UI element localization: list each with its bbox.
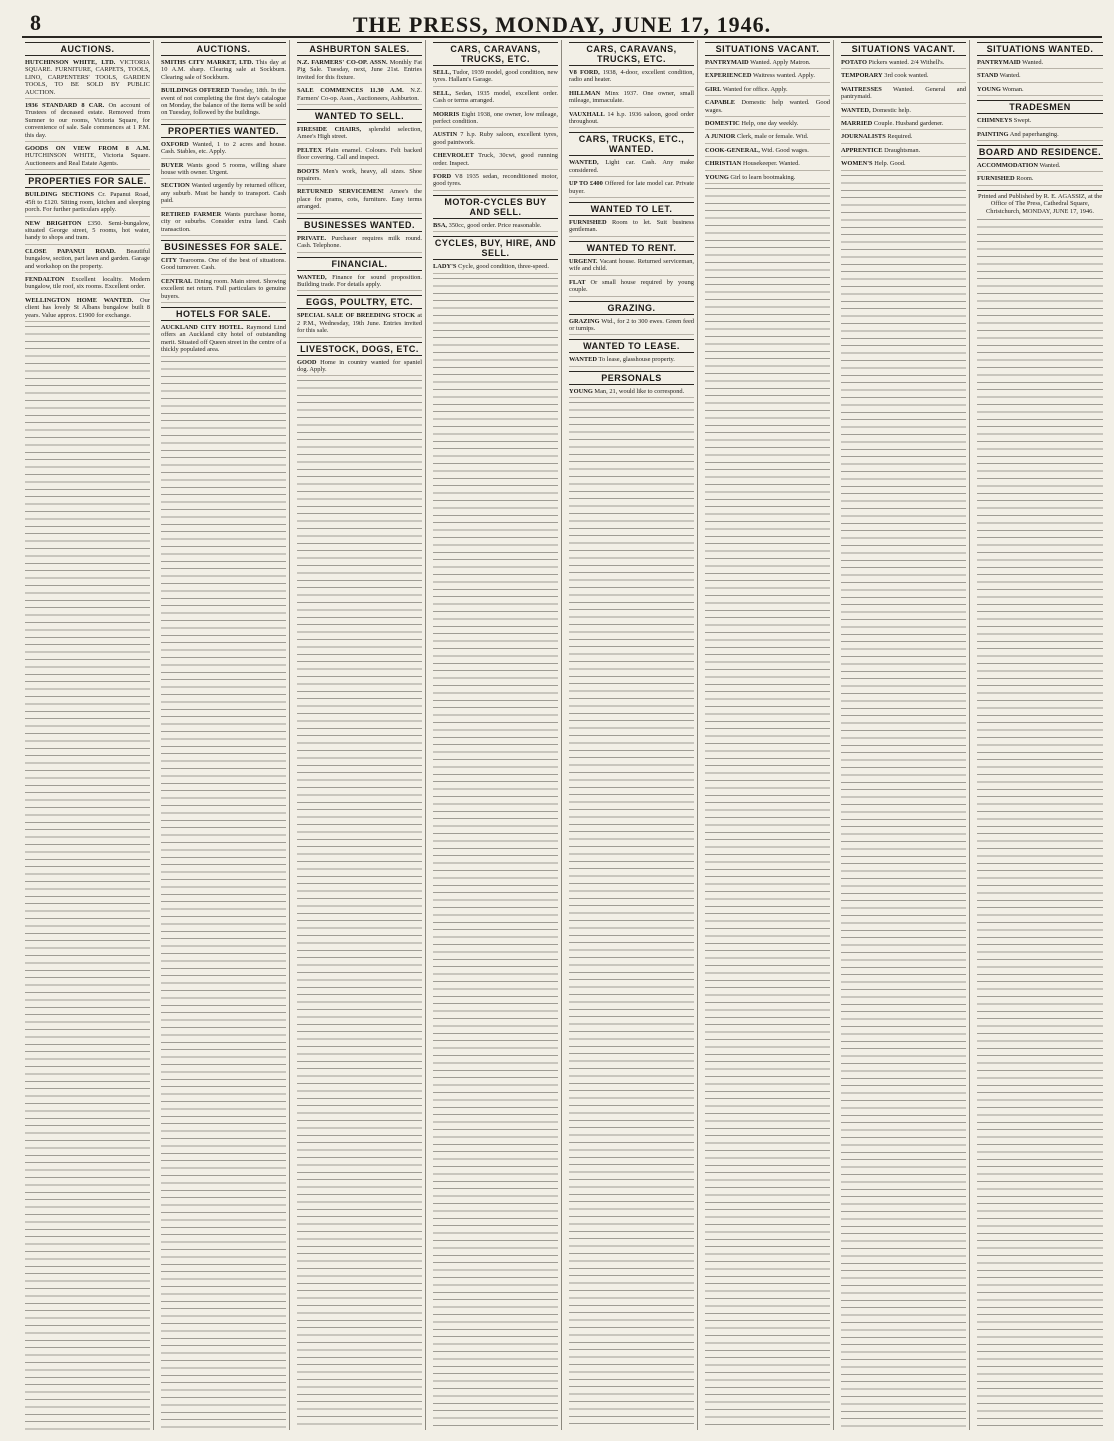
classified-ad — [297, 359, 422, 377]
classified-section — [977, 145, 1103, 186]
dense-text-block — [841, 175, 966, 1430]
ad-lead: GOOD — [297, 358, 317, 366]
section-heading: AUCTIONS. — [25, 42, 150, 56]
ad-lead: CHRISTIAN — [705, 160, 742, 168]
ad-lead: ACCOMMODATION — [977, 162, 1038, 170]
ad-lead: CHEVROLET — [433, 152, 474, 160]
ad-lead: WANTED, — [569, 159, 599, 167]
classified-ad — [433, 263, 558, 273]
ad-lead: TEMPORARY — [841, 72, 883, 80]
ad-text: Required. — [887, 133, 913, 141]
ad-text: To lease, glasshouse property. — [598, 356, 675, 364]
classified-ad — [297, 312, 422, 337]
section-heading: BUSINESSES WANTED. — [297, 218, 422, 232]
classified-ad — [705, 174, 830, 184]
section-heading: PROPERTIES FOR SALE. — [25, 174, 150, 188]
classified-ad — [25, 220, 150, 245]
ad-lead: BOOTS — [297, 167, 320, 175]
section-heading: EGGS, POULTRY, ETC. — [297, 295, 422, 309]
ad-text: Offered for late model car. Private buyer. — [569, 180, 694, 195]
classified-ad — [297, 235, 422, 253]
ad-lead: OXFORD — [161, 140, 189, 148]
ad-lead: PELTEX — [297, 146, 322, 154]
newspaper-column — [22, 40, 154, 1430]
classified-ad — [569, 279, 694, 297]
classified-ad — [705, 133, 830, 143]
ad-text: 350cc, good order. Price reasonable. — [448, 221, 542, 229]
classified-ad — [433, 131, 558, 149]
classified-section — [569, 42, 694, 128]
classified-ad — [569, 159, 694, 177]
ad-lead: COOK-GENERAL, — [705, 146, 760, 154]
ad-lead: YOUNG — [705, 173, 729, 181]
dense-text-block — [705, 188, 830, 1430]
classified-ad — [161, 162, 286, 180]
ad-text: Housekeeper. Wanted. — [742, 160, 800, 168]
section-heading: PERSONALS — [569, 371, 694, 385]
classified-section — [297, 342, 422, 377]
classified-ad — [977, 72, 1103, 82]
ad-text: Draughtsman. — [884, 146, 921, 154]
ad-text: Girl to learn bootmaking. — [730, 173, 796, 181]
classified-ad — [977, 131, 1103, 141]
classified-ad — [569, 318, 694, 336]
section-heading: GRAZING. — [569, 301, 694, 315]
classified-section — [569, 339, 694, 366]
ad-lead: DOMESTIC — [705, 120, 740, 128]
ad-text: Raymond Lind offers an Auckland city hotel of outstanding merit. Situated off Queen street in the centre of a thickly populated area. — [161, 323, 286, 354]
ad-lead: CITY — [161, 256, 177, 264]
ad-text: Finance for sound proposition. Building trade. For details apply. — [297, 273, 422, 288]
newspaper-column — [566, 40, 698, 1430]
ad-text: Wtd. Good wages. — [761, 146, 809, 154]
classified-section — [569, 371, 694, 398]
section-heading: TRADESMEN — [977, 100, 1103, 114]
ad-text: Wanted. — [999, 72, 1021, 80]
ad-text: Room to let. Suit business gentleman. — [569, 219, 694, 234]
ad-lead: CHIMNEYS — [977, 117, 1013, 125]
printer-imprint: Printed and Published by R. E. AGASSIZ, at the Office of The Press, Cathedral Square, Christchurch, MONDAY, JUNE 17, 1946. — [977, 190, 1103, 215]
ad-lead: WELLINGTON HOME WANTED. — [25, 296, 134, 304]
masthead — [22, 10, 1102, 38]
classified-ad — [977, 175, 1103, 185]
ad-lead: A JUNIOR — [705, 133, 736, 141]
ad-lead: APPRENTICE — [841, 146, 883, 154]
ad-text: Tuesday, 18th. In the event of not completing the first day's catalogue on Monday, the balance of the items will be sold on Tuesday, followed by the buildings. — [161, 87, 286, 117]
newspaper-title: THE PRESS, MONDAY, JUNE 17, 1946. — [352, 12, 772, 37]
newspaper-column — [158, 40, 290, 1430]
classified-ad — [977, 59, 1103, 69]
ad-text: Wanted urgently by returned officer, any suburb. Must be handy to transport. Cash paid. — [161, 182, 286, 205]
classified-ad — [841, 133, 966, 143]
ad-lead: STAND — [977, 72, 999, 80]
classified-section — [25, 174, 150, 322]
ad-text: Wants good 5 rooms, willing share house with owner. Urgent. — [161, 161, 286, 177]
classified-section — [297, 257, 422, 292]
ad-lead: HUTCHINSON WHITE, LTD. — [25, 59, 116, 66]
newspaper-column — [838, 40, 970, 1430]
ad-text: Eight 1938, one owner, low mileage, perfect condition. — [433, 110, 558, 126]
ad-lead: BUILDING SECTIONS — [25, 191, 94, 199]
ad-text: Or small house required by young couple. — [569, 278, 694, 294]
classified-section — [977, 100, 1103, 141]
classified-section — [297, 295, 422, 337]
dense-text-block — [297, 380, 422, 1430]
classified-ad — [569, 111, 694, 129]
ad-lead: BUYER — [161, 161, 184, 169]
ad-text: Light car. Cash. Any make considered. — [569, 159, 694, 174]
classified-ad — [569, 258, 694, 276]
classified-ad — [569, 90, 694, 108]
ad-text: And paperhanging. — [1009, 130, 1059, 138]
classified-ad — [841, 86, 966, 104]
classified-section — [433, 236, 558, 273]
ad-lead: V8 FORD, — [569, 69, 600, 76]
classified-section — [297, 42, 422, 105]
ad-text: 1938, 4-door, excellent condition, radio and heater. — [569, 69, 694, 84]
classified-ad — [161, 87, 286, 120]
classified-ad — [569, 356, 694, 366]
ad-lead: PANTRYMAID — [705, 59, 749, 66]
classified-ad — [841, 72, 966, 82]
ad-lead: SELL, — [433, 69, 451, 76]
classified-ad — [569, 388, 694, 398]
classified-ad — [297, 126, 422, 144]
ad-lead: FENDALTON — [25, 275, 65, 283]
ad-lead: CENTRAL — [161, 277, 193, 285]
section-heading: HOTELS FOR SALE. — [161, 307, 286, 321]
classified-section — [569, 202, 694, 237]
classified-section — [977, 42, 1103, 96]
classified-columns — [22, 40, 1106, 1430]
ad-lead: BSA, — [433, 221, 448, 229]
ad-text: Wanted. Apply Matron. — [750, 59, 811, 66]
ad-lead: MORRIS — [433, 110, 460, 118]
section-heading: AUCTIONS. — [161, 42, 286, 56]
classified-ad — [161, 211, 286, 236]
classified-ad — [977, 86, 1103, 96]
section-heading: CARS, CARAVANS, TRUCKS, ETC. — [569, 42, 694, 66]
ad-lead: WOMEN'S — [841, 160, 873, 168]
ad-lead: JOURNALISTS — [841, 133, 886, 141]
classified-ad — [25, 297, 150, 322]
section-heading: LIVESTOCK, DOGS, ETC. — [297, 342, 422, 356]
ad-lead: AUCKLAND CITY HOTEL. — [161, 323, 244, 331]
classified-section — [569, 241, 694, 297]
ad-lead: PAINTING — [977, 130, 1009, 138]
ad-text: HUTCHINSON WHITE, Victoria Square. Auctioneers and Real Estate Agents. — [25, 152, 150, 167]
ad-text: Clerk, male or female. Wtd. — [736, 133, 809, 141]
classified-ad — [297, 147, 422, 165]
classified-section — [161, 240, 286, 303]
dense-text-block — [433, 278, 558, 1430]
classified-ad — [705, 86, 830, 96]
classified-ad — [705, 59, 830, 69]
classified-ad — [25, 145, 150, 170]
ad-text: Home in country wanted for spaniel dog. Apply. — [297, 358, 422, 373]
ad-text: Monthly Fat Pig Sale. Tuesday, next, June 21st. Entries invited for this fixture. — [297, 59, 422, 81]
dense-text-block — [25, 326, 150, 1430]
classified-section — [433, 195, 558, 232]
ad-lead: WANTED — [569, 356, 598, 364]
classified-ad — [433, 173, 558, 191]
section-heading: SITUATIONS VACANT. — [705, 42, 830, 56]
ad-lead: URGENT. — [569, 257, 598, 265]
newspaper-column — [294, 40, 426, 1430]
ad-text: Minx 1937. One owner, small mileage, immaculate. — [569, 89, 694, 105]
classified-ad — [841, 147, 966, 157]
classified-ad — [705, 72, 830, 82]
ad-text: 7 h.p. Ruby saloon, excellent tyres, good paintwork. — [433, 131, 558, 146]
newspaper-column — [430, 40, 562, 1430]
classified-ad — [161, 324, 286, 357]
ad-text: £350. Semi-bungalow, situated George street, 5 rooms, hot water, handy to shops and tram. — [25, 219, 150, 242]
ad-lead: SPECIAL SALE OF BREEDING STOCK — [297, 312, 416, 320]
ad-text: Excellent locality. Modern bungalow, tile roof, six rooms. Excellent order. — [25, 275, 150, 291]
classified-ad — [705, 160, 830, 170]
ad-lead: HILLMAN — [569, 89, 601, 97]
classified-ad — [977, 162, 1103, 172]
ad-lead: CLOSE PAPANUI ROAD. — [25, 247, 116, 255]
ad-text: Men's work, heavy, all sizes. Shoe repairers. — [297, 167, 422, 183]
ad-text: Woman. — [1002, 85, 1024, 93]
ad-text: at 2 P.M., Wednesday, 19th June. Entries invited for this sale. — [297, 312, 422, 335]
ad-text: Sedan, 1935 model, excellent order. Cash or terms arranged. — [433, 89, 558, 105]
classified-ad — [25, 276, 150, 294]
ad-text: Domestic help. — [872, 106, 911, 114]
ad-lead: YOUNG — [977, 85, 1001, 93]
ad-lead: PRIVATE. — [297, 234, 327, 242]
newspaper-column — [974, 40, 1106, 1430]
ad-text: Waitress wanted. Apply. — [753, 72, 815, 80]
classified-section — [297, 109, 422, 214]
ad-lead: BUILDINGS OFFERED — [161, 87, 230, 95]
ad-lead: SECTION — [161, 182, 190, 190]
ad-lead: AUSTIN — [433, 131, 458, 139]
ad-lead: SMITHS CITY MARKET, LTD. — [161, 59, 254, 66]
ad-lead: UP TO £400 — [569, 180, 603, 188]
ad-lead: SELL, — [433, 89, 451, 97]
section-heading: FINANCIAL. — [297, 257, 422, 271]
ad-text: Beautiful bungalow, section, part lawn and garden. Garage and workshop on the property. — [25, 247, 150, 270]
ad-lead: POTATO — [841, 59, 867, 66]
ad-text: Couple. Husband gardener. — [873, 120, 944, 128]
classified-section — [569, 132, 694, 198]
classified-section — [161, 307, 286, 357]
dense-text-block — [977, 219, 1103, 1430]
section-heading: WANTED TO LEASE. — [569, 339, 694, 353]
ad-lead: GIRL — [705, 85, 722, 93]
ad-text: Domestic help wanted. Good wages. — [705, 99, 830, 114]
classified-ad — [297, 59, 422, 84]
section-heading: WANTED TO RENT. — [569, 241, 694, 255]
classified-ad — [433, 90, 558, 108]
classified-ad — [705, 120, 830, 130]
ad-text: Wtd., for 2 to 300 ewes. Green feed or turnips. — [569, 317, 694, 332]
ad-lead: FIRESIDE CHAIRS, — [297, 126, 362, 134]
classified-section — [161, 42, 286, 120]
ad-text: Purchaser requires milk round. Cash. Telephone. — [297, 234, 422, 250]
classified-section — [433, 42, 558, 191]
section-heading: PROPERTIES WANTED. — [161, 124, 286, 138]
ad-text: 14 h.p. 1936 saloon, good order throughout. — [569, 110, 694, 126]
ad-lead: WANTED, — [297, 273, 327, 281]
ad-text: Room. — [1016, 175, 1034, 183]
ad-text: Wants purchase home, city or suburbs. Consider extra land. Cash transaction. — [161, 210, 287, 233]
section-heading: WANTED TO LET. — [569, 202, 694, 216]
ad-text: Our client has lovely St Albans bungalow built 8 years. Value approx. £1900 for exchange. — [25, 296, 150, 319]
ad-text: splendid selection, Amee's High street. — [297, 126, 422, 141]
section-heading: BOARD AND RESIDENCE. — [978, 147, 1102, 158]
ad-text: Pickers wanted. 2/4 Withell's. — [868, 59, 945, 66]
ad-text: Cycle, good condition, three-speed. — [458, 263, 549, 271]
ad-text: Help, one day weekly. — [741, 120, 799, 128]
ad-lead: FURNISHED — [569, 219, 607, 227]
classified-ad — [433, 111, 558, 129]
ad-lead: 1936 STANDARD 8 CAR. — [25, 102, 105, 110]
section-heading: CYCLES, BUY, HIRE, AND SELL. — [434, 238, 557, 259]
classified-ad — [161, 278, 286, 303]
classified-ad — [977, 117, 1103, 127]
newspaper-column — [702, 40, 834, 1430]
ad-lead: EXPERIENCED — [705, 72, 752, 80]
ad-text: Truck, 30cwt, good running order. Inspect. — [433, 152, 558, 167]
ad-lead: RETIRED FARMER — [161, 210, 222, 218]
ad-lead: FORD — [433, 173, 452, 181]
section-heading: ASHBURTON SALES. — [297, 42, 422, 56]
section-heading: CARS, TRUCKS, ETC., WANTED. — [569, 132, 694, 156]
ad-text: Wanted. General and pantrymaid. — [841, 85, 966, 101]
classified-ad — [161, 182, 286, 207]
classified-section — [297, 218, 422, 253]
ad-text: VICTORIA SQUARE. FURNITURE, CARPETS, TOOLS, LINO, CARPENTERS' TOOLS, GARDEN TOOLS, TO BE SOLD BY PUBLIC AUCTION. — [25, 59, 150, 96]
section-heading: BUSINESSES FOR SALE. — [161, 240, 286, 254]
dense-text-block — [161, 361, 286, 1430]
ad-lead: WAITRESSES — [841, 85, 882, 93]
classified-section — [161, 124, 286, 236]
ad-lead: RETURNED SERVICEMEN! — [297, 188, 384, 196]
classified-ad — [161, 257, 286, 275]
ad-text: Swept. — [1013, 117, 1032, 125]
ad-lead: GRAZING — [569, 317, 600, 325]
ad-text: Wanted. — [1022, 59, 1044, 66]
classified-ad — [25, 102, 150, 142]
classified-ad — [569, 69, 694, 87]
ad-text: Amee's the place for prams, cots, furniture. Easy terms arranged. — [297, 188, 422, 211]
classified-ad — [25, 248, 150, 273]
classified-ad — [297, 274, 422, 292]
ad-lead: PANTRYMAID — [977, 59, 1021, 66]
ad-text: Wanted for office. Apply. — [722, 85, 788, 93]
classified-section — [569, 301, 694, 336]
classified-ad — [569, 180, 694, 198]
ad-lead: WANTED, — [841, 106, 871, 114]
classified-ad — [297, 87, 422, 105]
classified-section — [25, 42, 150, 170]
classified-ad — [705, 147, 830, 157]
ad-text: Wanted, 1 to 2 acres and house. Cash. Stables, etc. Apply. — [161, 140, 287, 156]
section-heading: CARS, CARAVANS, TRUCKS, ETC. — [433, 42, 558, 66]
section-heading: WANTED TO SELL. — [297, 109, 422, 123]
ad-lead: N.Z. FARMERS' CO-OP. ASSN. — [297, 59, 388, 66]
ad-text: Plain enamel. Colours. Felt backed floor covering. Call and inspect. — [297, 146, 422, 162]
ad-text: Wanted. — [1039, 162, 1061, 170]
classified-ad — [705, 99, 830, 117]
classified-ad — [841, 160, 966, 170]
ad-lead: MARRIED — [841, 120, 873, 128]
classified-ad — [569, 219, 694, 237]
classified-ad — [25, 59, 150, 99]
dense-text-block — [569, 402, 694, 1430]
classified-ad — [161, 141, 286, 159]
ad-lead: FURNISHED — [977, 175, 1015, 183]
ad-lead: GOODS ON VIEW FROM 8 A.M. — [25, 145, 150, 153]
ad-text: Tudor, 1939 model, good condition, new tyres. Hallam's Garage. — [433, 69, 558, 84]
classified-ad — [297, 168, 422, 186]
section-heading: MOTOR-CYCLES BUY AND SELL. — [433, 195, 558, 219]
classified-ad — [841, 59, 966, 69]
ad-text: V8 1935 sedan, reconditioned motor, good tyres. — [433, 173, 559, 188]
classified-ad — [433, 152, 558, 170]
ad-text: Dining room. Main street. Showing excellent net return. Full particulars to genuine buyers. — [161, 277, 286, 300]
classified-ad — [161, 59, 286, 84]
ad-lead: FLAT — [569, 278, 586, 286]
classified-ad — [297, 188, 422, 213]
section-heading: SITUATIONS WANTED. — [977, 42, 1103, 56]
ad-lead: SALE COMMENCES 11.30 A.M. — [297, 87, 404, 95]
classified-section — [705, 42, 830, 184]
ad-text: On account of Trustees of deceased estate. Removed from Sumner to our rooms, Victoria Square, for convenience of sale. Sale commences at 1 P.M. this day. — [25, 102, 150, 139]
classified-section — [841, 42, 966, 171]
ad-lead: CAPABLE — [705, 99, 736, 107]
ad-lead: VAUXHALL — [569, 110, 605, 118]
classified-ad — [433, 222, 558, 232]
ad-lead: YOUNG — [569, 387, 593, 395]
classified-ad — [433, 69, 558, 87]
section-heading: SITUATIONS VACANT. — [841, 42, 966, 56]
ad-text: Man, 21, would like to correspond. — [594, 387, 685, 395]
ad-text: This day at 10 A.M. sharp. Clearing sale at Sockburn. Clearing sale of Sockburn. — [161, 59, 286, 81]
ad-text: N.Z. Farmers' Co-op. Assn., Auctioneers, Ashburton. — [297, 87, 422, 102]
page-number: 8 — [30, 10, 41, 35]
classified-ad — [841, 107, 966, 117]
ad-lead: LADY'S — [433, 263, 457, 271]
classified-ad — [25, 191, 150, 216]
ad-text: 3rd cook wanted. — [884, 72, 929, 80]
ad-text: Vacant house. Returned serviceman, wife and child. — [569, 257, 694, 273]
classified-ad — [841, 120, 966, 130]
ad-text: Cr. Papanui Road, 45ft to £120. Sitting room, kitchen and sleeping porch. For further particulars apply. — [25, 191, 150, 214]
ad-text: Help. Good. — [874, 160, 906, 168]
ad-lead: NEW BRIGHTON — [25, 219, 82, 227]
ad-text: Tearooms. One of the best of situations. Good turnover. Cash. — [161, 256, 286, 272]
